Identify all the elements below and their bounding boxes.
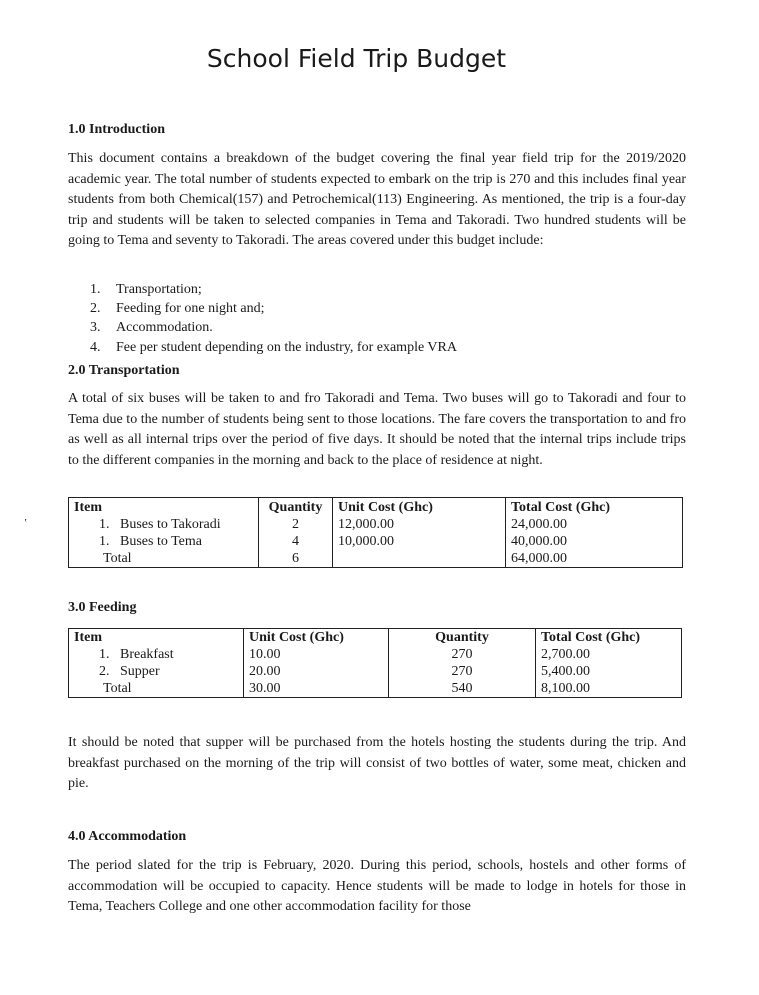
list-item: 4. Fee per student depending on the industry, for example VRA [90, 339, 457, 355]
transportation-table [68, 497, 683, 568]
table-row: 1. Buses to Takoradi 2 12,000.00 24,000.00 [69, 516, 683, 533]
feeding-heading: 3.0 Feeding [68, 600, 137, 615]
col-header-item: Item [69, 498, 259, 517]
list-item: 3. Accommodation. [90, 320, 213, 336]
coverage-list [68, 280, 686, 357]
table-total-row: Total 30.00 540 8,100.00 [69, 680, 682, 698]
page-title: School Field Trip Budget [206, 44, 507, 73]
intro-paragraph: This document contains a breakdown of the budget covering the final year field trip for the 2019/2020 academic year. The total number of students expected to embark on the trip is 270 and this includes final year students from both Chemical(157) and Petrochemical(113) Engineering. As mentioned, the trip is a four-day trip and students will be taken to selected companies in Tema and Takoradi. Two hundred students will be going to Tema and seventy to Takoradi. The areas covered under this budget include: [68, 151, 686, 249]
table-header-row [69, 629, 682, 647]
col-header-total-cost: Total Cost (Ghc) [536, 629, 682, 647]
col-header-item: Item [69, 629, 244, 647]
table-header-row [69, 498, 683, 517]
col-header-quantity: Quantity [259, 498, 333, 517]
table-row: 1. Breakfast 10.00 270 2,700.00 [69, 646, 682, 663]
accommodation-paragraph: The period slated for the trip is February, 2020. During this period, schools, hostels and other forms of accommodation will be occupied to capacity. Hence students will be made to lodge in hotels for those in Tema, Teachers College and one other accommodation facility for those [68, 858, 686, 915]
list-item: 2. Feeding for one night and; [90, 301, 265, 317]
transportation-paragraph: A total of six buses will be taken to and fro Takoradi and Tema. Two buses will go to Takoradi and four to Tema due to the number of students being sent to those locations. The fare covers the transportation to and fro as well as all internal trips over the period of five days. It should be noted that the internal trips include trips to the different companies in the morning and back to the place of residence at night. [68, 391, 686, 468]
transportation-heading: 2.0 Transportation [68, 363, 180, 378]
feeding-table [68, 628, 682, 698]
accommodation-heading: 4.0 Accommodation [68, 829, 187, 844]
col-header-unit-cost: Unit Cost (Ghc) [333, 498, 506, 517]
table-row: 2. Supper 20.00 270 5,400.00 [69, 663, 682, 680]
table-row: 1. Buses to Tema 4 10,000.00 40,000.00 [69, 533, 683, 550]
col-header-quantity: Quantity [389, 629, 536, 647]
table-total-row: Total 6 64,000.00 [69, 550, 683, 568]
list-item: 1. Transportation; [90, 282, 202, 297]
col-header-unit-cost: Unit Cost (Ghc) [244, 629, 389, 647]
intro-heading: 1.0 Introduction [68, 122, 165, 137]
feeding-note: It should be noted that supper will be purchased from the hotels hosting the students during the trip. And breakfast purchased on the morning of the trip will consist of two bottles of water, some meat, chicken and pie. [68, 735, 686, 792]
stray-mark: ‛ [24, 518, 28, 529]
col-header-total-cost: Total Cost (Ghc) [506, 498, 683, 517]
